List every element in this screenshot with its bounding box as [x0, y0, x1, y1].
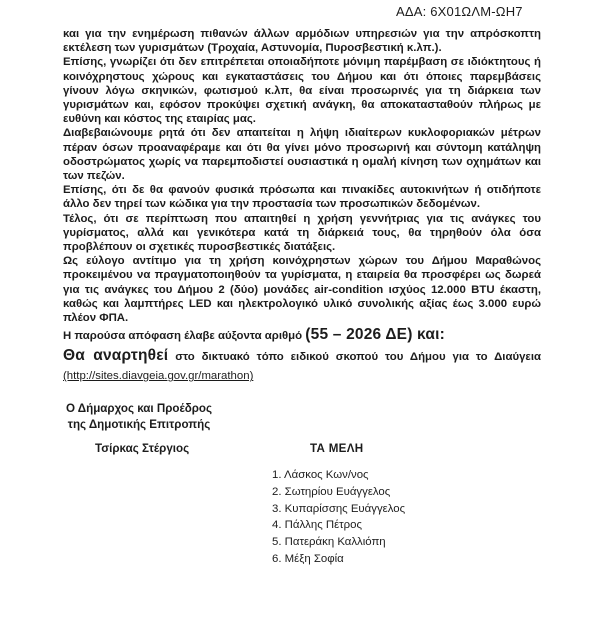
publish-line	[63, 346, 541, 386]
member-item: 2. Σωτηρίου Ευάγγελος	[272, 485, 391, 498]
member-item: 1. Λάσκος Κων/νος	[272, 469, 369, 481]
body-paragraph: Ως εύλογο αντίτιμο για τη χρήση κοινόχρηστων χώρων του Δήμου Μαραθώνος προκειμένου να πραγματοποιηθούν τα γυρίσματα, η εταιρεία θα προσφέρει ως δωρεά για τις ανάγκες του Δήμου 2 (δύο) μονάδες air-condition ισχύος 12.000 BTU έκαστη, καθώς και λαμπτήρες LED και ηλεκτρολογικό υλικό συνολικής αξίας έως 3.000 ευρώ πλέον ΦΠΑ.	[63, 255, 541, 325]
member-item: 5. Πατεράκη Καλλιόπη	[272, 536, 386, 549]
member-item: 3. Κυπαρίσσης Ευάγγελος	[272, 502, 406, 515]
signatory-title-line2: της Δημοτικής Επιτροπής	[67, 418, 211, 431]
signatory-title	[50, 401, 228, 433]
mayor-name: Τσίρκας Στέργιος	[95, 442, 190, 455]
decision-number-line	[63, 325, 541, 346]
body-paragraph: Τέλος, ότι σε περίπτωση που απαιτηθεί η χρήση γεννήτριας για τις ανάγκες του γυρίσματος, αλλά και γενικότερα κατά τη διάρκειά τους, θα τηρηθούν όλα όσα προβλέπουν οι σχετικές πυροσβεστικές διατάξεις.	[63, 212, 541, 254]
body-paragraph: Διαβεβαιώνουμε ρητά ότι δεν απαιτείται η λήψη ιδιαίτερων κυκλοφοριακών μέτρων πέραν όσων προαναφέραμε και ότι θα γίνει μόνο προσωρινή και σύντομη κατάληψη οδοστρώματος χωρίς να παρεμποδιστεί ουσιαστικά η ομαλή κίνηση των οχημάτων και των πεζών.	[63, 127, 541, 183]
members-heading: ΤΑ ΜΕΛΗ	[310, 442, 364, 455]
member-item: 6. Μέξη Σοφία	[272, 552, 344, 565]
body-paragraph: Επίσης, ότι δε θα φανούν φυσικά πρόσωπα και πινακίδες αυτοκινήτων ή οτιδήποτε άλλο δεν τηρεί των κώδικα για την προστασία των προσωπικών δεδομένων.	[63, 184, 541, 211]
body-paragraph: και για την ενημέρωση πιθανών άλλων αρμόδιων υπηρεσιών για την απρόσκοπτη εκτέλεση των γυρισμάτων (Τροχαία, Αστυνομία, Πυροσβεστική κ.λπ.).	[63, 28, 541, 55]
publish-lead: Θα αναρτηθεί	[63, 347, 169, 365]
document-body	[63, 27, 541, 386]
decision-number: (55 – 2026 ΔΕ) και:	[305, 326, 445, 344]
signatory-title-line1: Ο Δήμαρχος και Προέδρος	[65, 402, 213, 415]
member-item: 4. Πάλλης Πέτρος	[272, 519, 362, 532]
diavgeia-link[interactable]: (http://sites.diavgeia.gov.gr/marathon)	[63, 370, 254, 383]
body-paragraph: Επίσης, γνωρίζει ότι δεν επιτρέπεται οποιαδήποτε μόνιμη παρέμβαση σε ιδιόκτητους ή κοινόχρηστους χώρους και εγκαταστάσεις του Δήμου και ότι όποιες παρεμβάσεις γίνουν λόγω σκηνικών, φωτισμού κ.λπ, θα είναι προσωρινές για τη διάρκεια των γυρισμάτων και, εφόσον προκύψει σχετική ανάγκη, θα αποκατασταθούν πλήρως με ευθύνη και κόστος της εταιρίας μας.	[63, 56, 541, 126]
members-list	[272, 467, 405, 568]
ada-code: ΑΔΑ: 6Χ01ΩΛΜ-ΩΗ7	[396, 4, 523, 19]
decision-prefix: Η παρούσα απόφαση έλαβε αύξοντα αριθμό	[63, 330, 306, 343]
publish-rest: στο δικτυακό τόπο ειδικού σκοπού του Δήμου για το Διαύγεια	[168, 351, 542, 364]
